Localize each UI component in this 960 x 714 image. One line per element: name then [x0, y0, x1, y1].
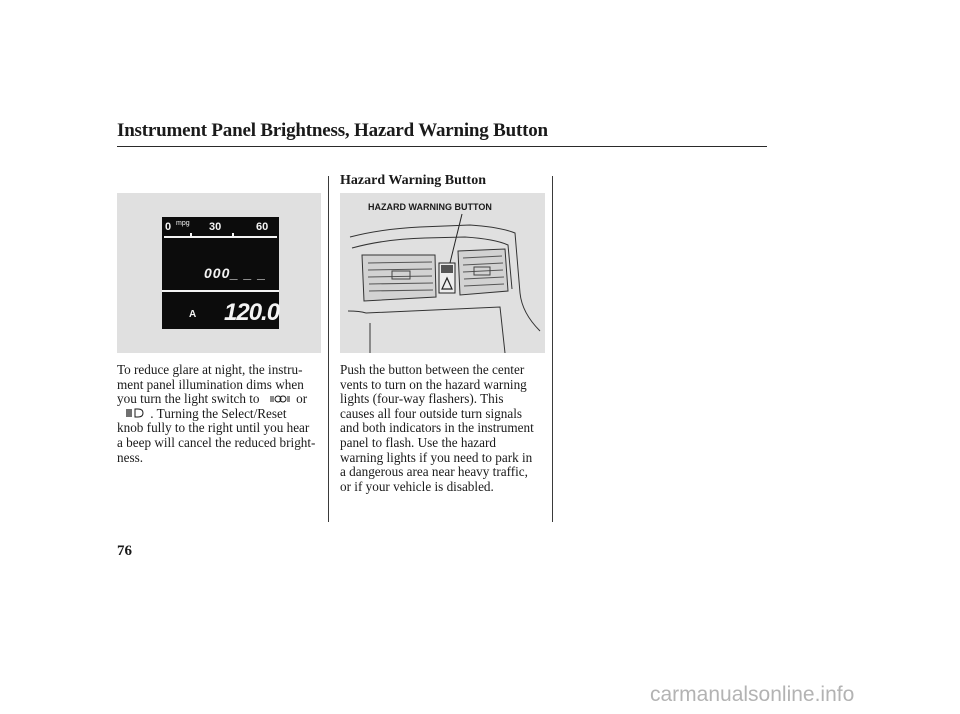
column-divider-left — [328, 176, 329, 522]
gauge-30-label: 30 — [209, 221, 222, 233]
instrument-display-figure — [117, 193, 321, 353]
right-line-9: or if your vehicle is disabled. — [340, 478, 494, 494]
dashboard-illustration — [340, 193, 545, 353]
page-number: 76 — [117, 543, 132, 559]
odometer-segment-readout: 000_ _ _ — [204, 265, 267, 281]
gauge-unit-label: mpg — [176, 220, 190, 227]
right-line-1: Push the button between the center — [340, 362, 525, 377]
trip-meter-readout: 120.0 — [224, 299, 280, 326]
left-line-3-text: you turn the light switch to — [117, 391, 260, 407]
hazard-callout-label: HAZARD WARNING BUTTON — [368, 202, 492, 212]
section-heading: Hazard Warning Button — [340, 173, 486, 188]
left-paragraph — [117, 363, 315, 465]
right-line-4: causes all four outside turn signals — [340, 405, 523, 421]
trip-a-label: A — [189, 309, 197, 320]
left-line-3 — [117, 392, 315, 407]
left-line-3-or: or — [296, 391, 308, 407]
left-line-4-text: . Turning the Select/Reset — [150, 405, 287, 421]
right-line-2: vents to turn on the hazard warning — [340, 376, 527, 392]
gauge-bar — [162, 232, 279, 244]
left-line-5: knob fully to the right until you hear — [117, 420, 310, 436]
hazard-button-figure — [340, 193, 545, 353]
right-paragraph — [340, 363, 534, 494]
right-line-8: a dangerous area near heavy traffic, — [340, 464, 528, 480]
instrument-display — [162, 217, 279, 329]
left-line-4 — [117, 407, 315, 422]
watermark: carmanualsonline.info — [650, 683, 855, 706]
right-line-7: warning lights if you need to park in — [340, 449, 533, 465]
left-line-1: To reduce glare at night, the instru- — [117, 362, 303, 377]
gauge-60-label: 60 — [256, 221, 269, 233]
right-line-3: lights (four-way flashers). This — [340, 391, 504, 407]
left-line-2: ment panel illumination dims when — [117, 376, 304, 392]
right-line-6: panel to flash. Use the hazard — [340, 434, 496, 450]
right-line-5: and both indicators in the instrument — [340, 420, 534, 436]
column-divider-right — [552, 176, 553, 522]
page-title: Instrument Panel Brightness, Hazard Warning Button — [117, 120, 548, 141]
display-separator-line — [162, 290, 279, 292]
left-line-7: ness. — [117, 449, 144, 465]
title-divider — [117, 146, 767, 147]
gauge-zero-label: 0 — [165, 221, 172, 233]
left-line-6: a beep will cancel the reduced bright- — [117, 434, 316, 450]
